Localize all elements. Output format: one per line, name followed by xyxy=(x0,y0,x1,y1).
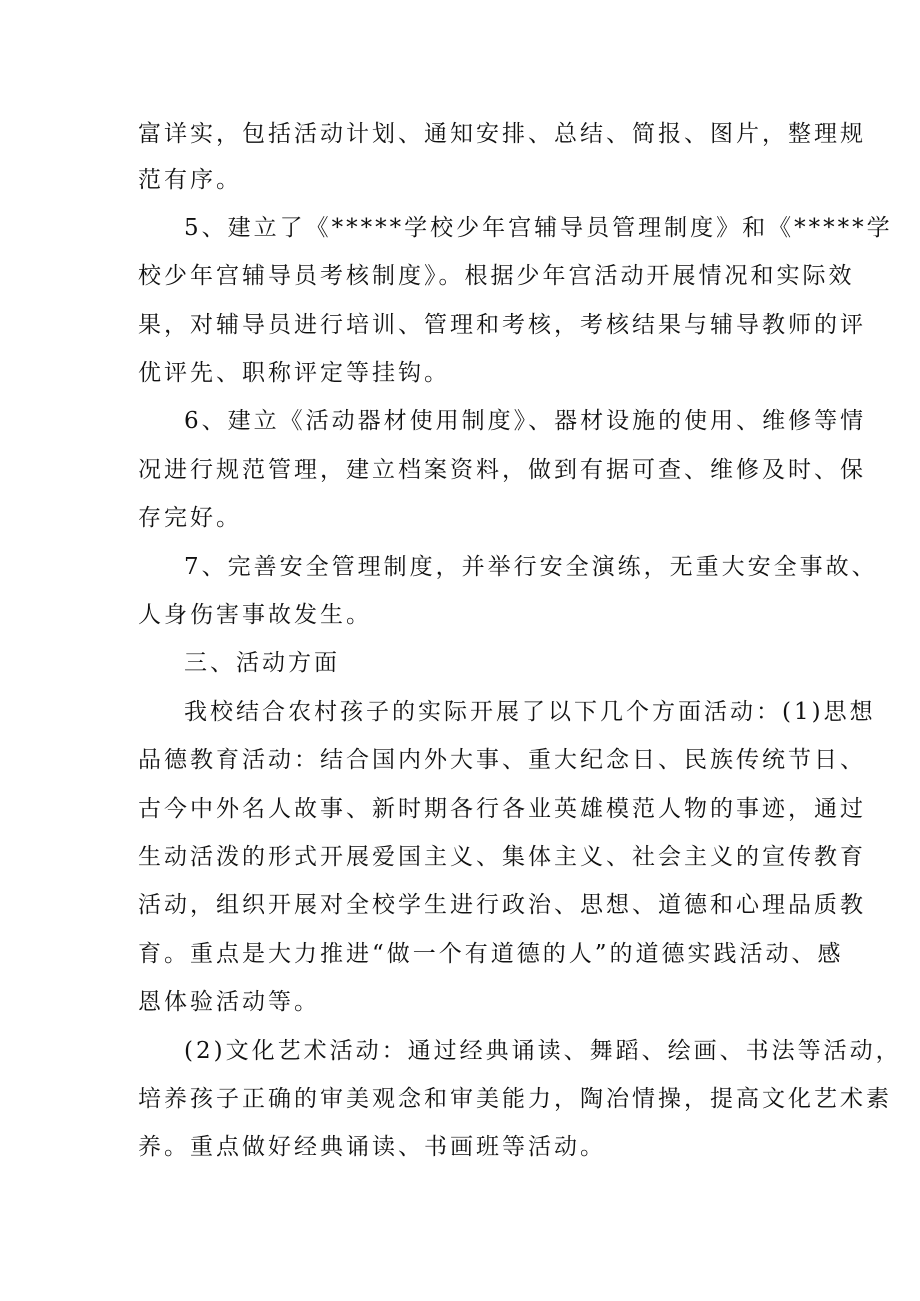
paragraph-line: 人身伤害事故发生。 xyxy=(138,602,372,628)
paragraph-line: 存完好。 xyxy=(138,505,242,531)
paragraph-line: 6、建立《活动器材使用制度》、器材设施的使用、维修等情 xyxy=(184,408,867,434)
paragraph-line: 生动活泼的形式开展爱国主义、集体主义、社会主义的宣传教育 xyxy=(138,844,866,870)
paragraph-line: 培养孩子正确的审美观念和审美能力，陶冶情操，提高文化艺术素 xyxy=(138,1086,892,1112)
paragraph-line: 我校结合农村孩子的实际开展了以下几个方面活动：(1)思想 xyxy=(184,699,876,725)
paragraph-line: 育。重点是大力推进“做一个有道德的人”的道德实践活动、感 xyxy=(138,941,844,967)
paragraph-line: 况进行规范管理，建立档案资料，做到有据可查、维修及时、保 xyxy=(138,457,866,483)
paragraph-line: 果，对辅导员进行培训、管理和考核，考核结果与辅导教师的评 xyxy=(138,312,866,338)
paragraph-line: (2)文化艺术活动：通过经典诵读、舞蹈、绘画、书法等活动， xyxy=(184,1038,902,1064)
paragraph-line: 7、完善安全管理制度，并举行安全演练，无重大安全事故、 xyxy=(184,554,878,580)
paragraph-line: 5、建立了《*****学校少年宫辅导员管理制度》和《*****学 xyxy=(184,215,893,241)
paragraph-line: 恩体验活动等。 xyxy=(138,989,320,1015)
paragraph-line: 古今中外名人故事、新时期各行各业英雄模范人物的事迹，通过 xyxy=(138,796,866,822)
paragraph-line: 范有序。 xyxy=(138,167,242,193)
section-heading: 三、活动方面 xyxy=(184,650,340,676)
paragraph-line: 活动，组织开展对全校学生进行政治、思想、道德和心理品质教 xyxy=(138,892,866,918)
paragraph-line: 养。重点做好经典诵读、书画班等活动。 xyxy=(138,1134,606,1160)
paragraph-line: 校少年宫辅导员考核制度》。根据少年宫活动开展情况和实际效 xyxy=(138,263,855,289)
paragraph-line: 品德教育活动：结合国内外大事、重大纪念日、民族传统节日、 xyxy=(138,747,866,773)
paragraph-line: 富详实，包括活动计划、通知安排、总结、简报、图片，整理规 xyxy=(138,121,866,147)
paragraph-line: 优评先、职称评定等挂钩。 xyxy=(138,360,450,386)
